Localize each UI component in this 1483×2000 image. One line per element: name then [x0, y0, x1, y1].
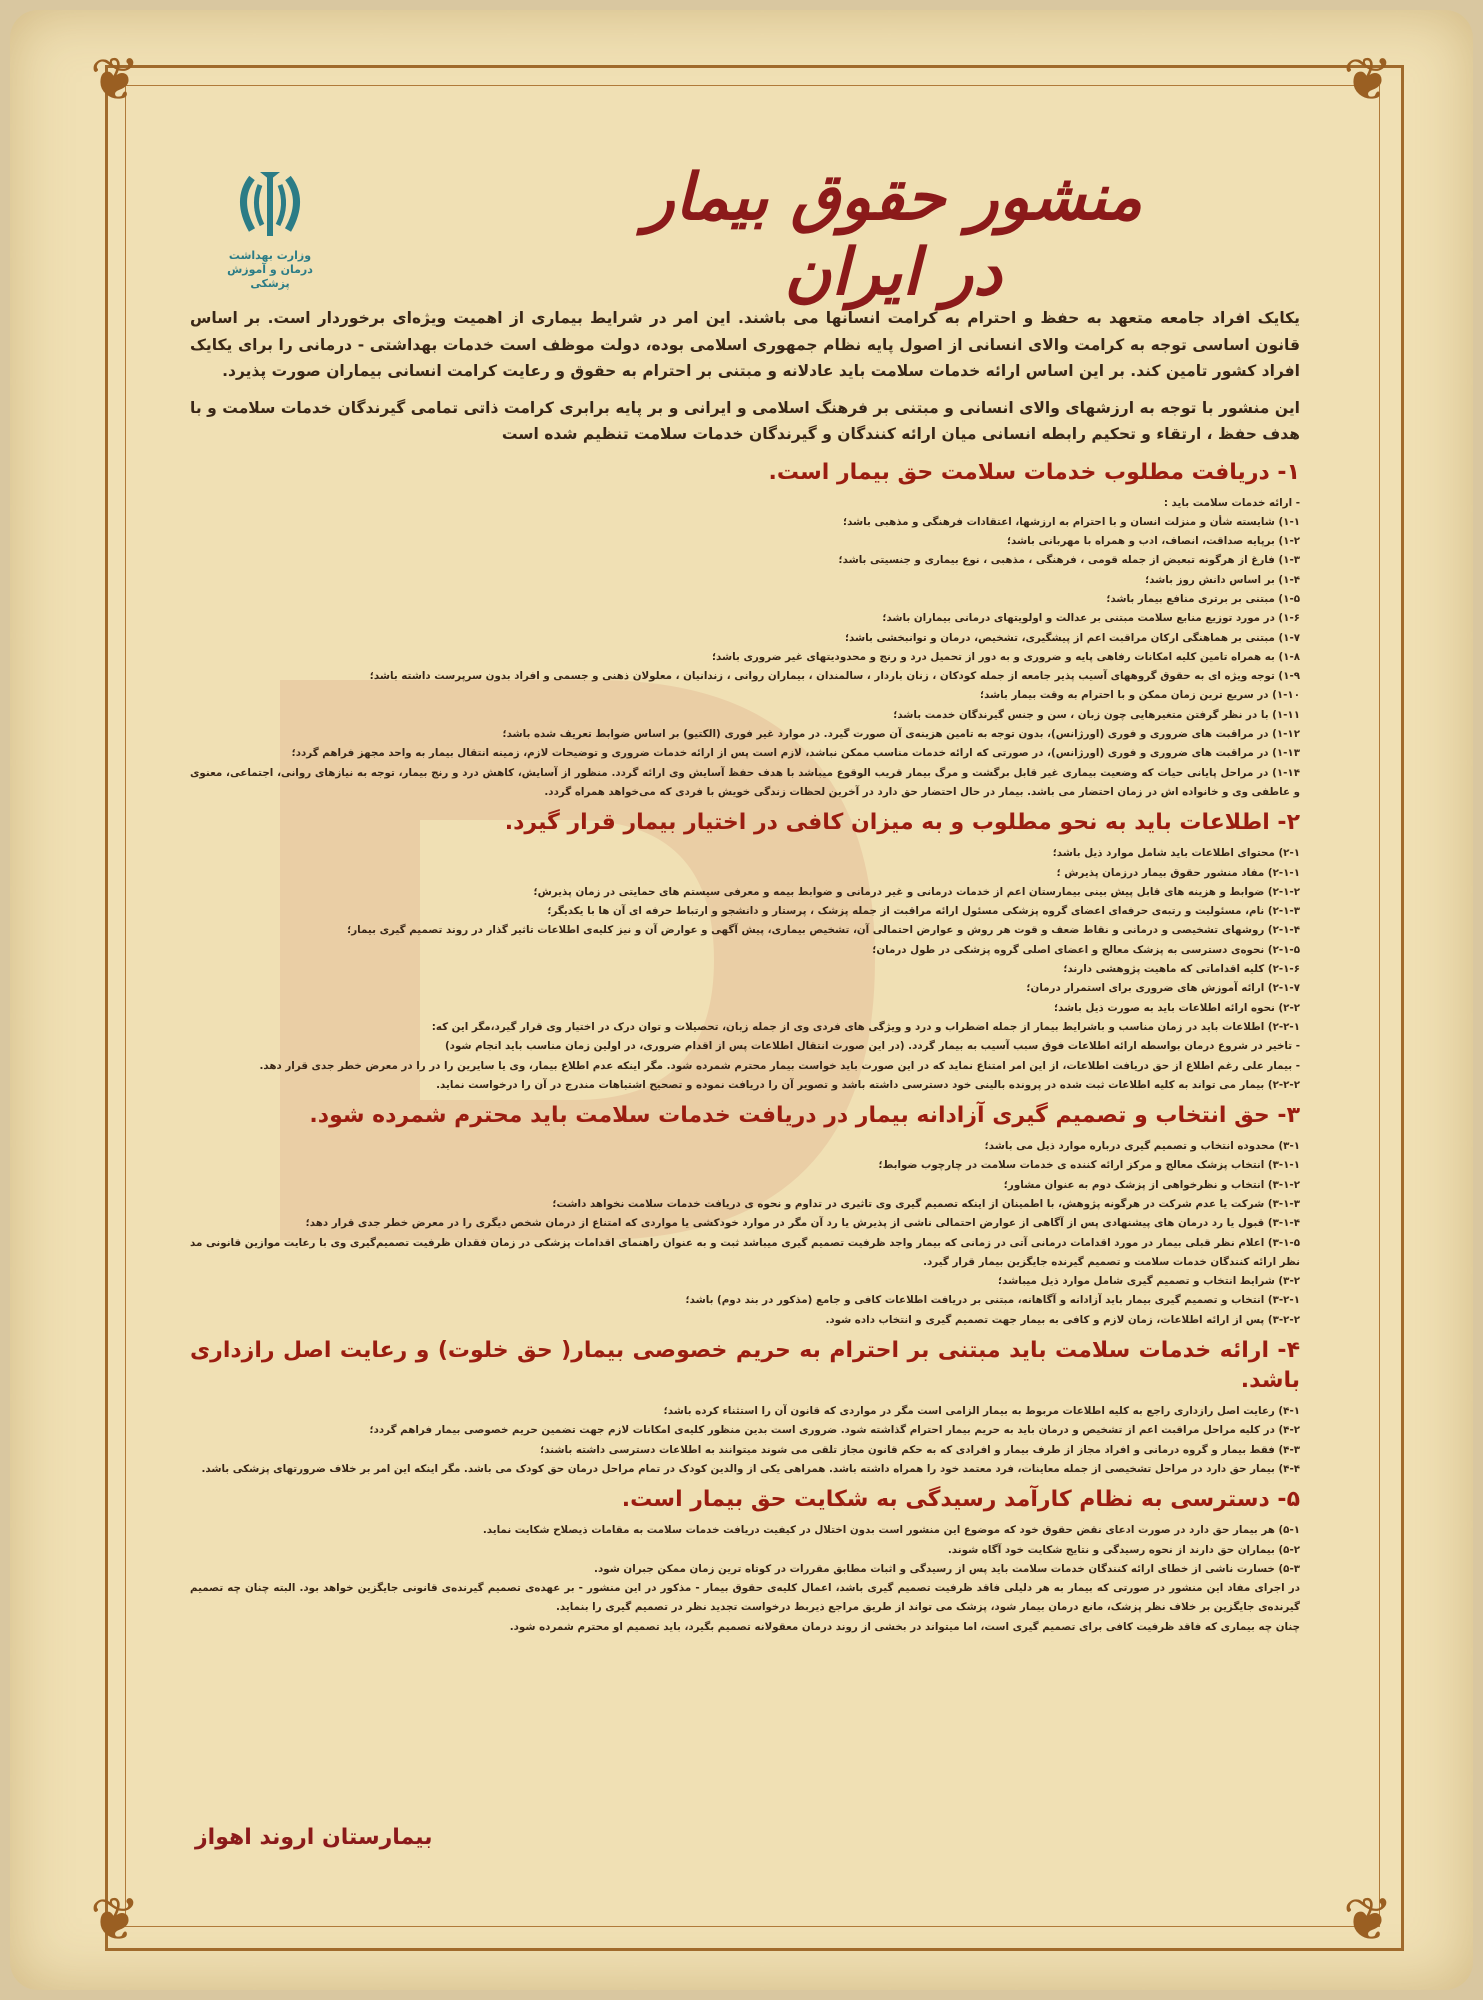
charter-sections: [190, 458, 1300, 1638]
charter-item: - تاخیر در شروع درمان بواسطه ارائه اطلاعات فوق سبب آسیب به بیمار گردد. (در این صورت انتقال اطلاعات پس از اقدام ضروری، در اولین زمان مناسب باید انجام شود): [444, 1040, 1300, 1053]
charter-content: [190, 305, 1300, 1637]
charter-item: در اجرای مفاد این منشور در صورتی که بیمار به هر دلیلی فاقد ظرفیت تصمیم گیری باشد، اعمال کلیه‌ی حقوق بیمار - مذکور در این منشور - بر عهده‌ی تصمیم گیرنده‌ی قانونی جایگزین خواهد بود. البته چنان چه تصمیم گیرنده‌ی جایگزین بر خلاف نظر پزشک، مانع درمان بیمار شود، پزشک می تواند از طریق مراجع ذیربط درخواست تجدید نظر در تصمیم گیری را بنماید.: [190, 1582, 1300, 1614]
charter-item: ۲-۱-۶) کلیه اقداماتی که ماهیت پژوهشی دارند؛: [1063, 963, 1300, 976]
charter-item: ۵-۳) خسارت ناشی از خطای ارائه کنندگان خدمات سلامت باید پس از رسیدگی و اثبات مطابق مقررات در کوتاه ترین زمان ممکن جبران شود.: [594, 1562, 1300, 1575]
charter-item: ۱-۸) به همراه تامین کلیه امکانات رفاهی پایه و ضروری و به دور از تحمیل درد و رنج و محدودیتهای غیر ضروری باشد؛: [711, 650, 1300, 663]
iran-emblem-icon: [230, 170, 310, 245]
charter-item: ۲-۲) نحوه ارائه اطلاعات باید به صورت ذیل باشد؛: [1053, 1001, 1300, 1014]
charter-item: ۳-۱-۵) اعلام نظر قبلی بیمار در مورد اقدامات درمانی آتی در زمانی که بیمار واجد ظرفیت تصمیم گیری میباشد ثبت و به عنوان راهنمای اقدامات پزشکی در زمان فقدان ظرفیت تصمیم‌گیری وی با رعایت موازین قانونی مد نظر ارائه کنندگان خدمات سلامت و تصمیم گیرنده جایگزین بیمار قرار گیرد.: [190, 1236, 1300, 1268]
section-heading: ۲- اطلاعات باید به نحو مطلوب و به میزان کافی در اختیار بیمار قرار گیرد.: [504, 810, 1300, 836]
charter-item: ۲-۱-۷) ارائه آموزش های ضروری برای استمرار درمان؛: [1026, 982, 1300, 995]
charter-item: ۴-۱) رعایت اصل رازداری راجع به کلیه اطلاعات مربوط به بیمار الزامی است مگر در مواردی که قانون آن را استثناء کرده باشد؛: [663, 1405, 1300, 1418]
charter-item: ۱-۱۱) با در نظر گرفتن متغیرهایی چون زبان ، سن و جنس گیرندگان خدمت باشد؛: [893, 708, 1300, 721]
charter-item: ۲-۱-۲) ضوابط و هزینه های قابل پیش بینی بیمارستان اعم از خدمات درمانی و غیر درمانی و ضوابط بیمه و معرفی سیستم های حمایتی در زمان پذیرش؛: [533, 885, 1300, 898]
charter-item: ۳-۲-۱) انتخاب و تصمیم گیری بیمار باید آزادانه و آگاهانه، مبتنی بر دریافت اطلاعات کافی و جامع (مذکور در بند دوم) باشد؛: [685, 1294, 1300, 1307]
section-heading: ۴- ارائه خدمات سلامت باید مبتنی بر احترام به حریم خصوصی بیمار( حق خلوت) و رعایت اصل رازداری باشد.: [190, 1338, 1300, 1394]
section-heading: ۳- حق انتخاب و تصمیم گیری آزادانه بیمار در دریافت خدمات سلامت باید محترم شمرده شود.: [309, 1103, 1300, 1129]
intro-paragraph: یکایک افراد جامعه متعهد به حفظ و احترام به کرامت انسانها می باشند. این امر در شرایط بیماری از اهمیت ویژه‌ای برخوردار است. بر اساس قانون اساسی توجه به کرامت والای انسانی از اصول پایه نظام جمهوری اسلامی بوده، دولت موظف است خدمات بهداشتی - درمانی را برای یکایک افراد کشور تامین کند. بر این اساس ارائه خدمات سلامت باید عادلانه و مبتنی بر احترام به حقوق و رعایت کرامت انسانی بیماران صورت پذیرد.: [190, 309, 1300, 380]
charter-item: ۱-۵) مبتنی بر برتری منافع بیمار باشد؛: [1106, 592, 1300, 605]
charter-item: ۲-۱) محتوای اطلاعات باید شامل موارد ذیل باشد؛: [1052, 847, 1300, 860]
charter-item: ۴-۳) فقط بیمار و گروه درمانی و افراد مجاز از طرف بیمار و افرادی که به حکم قانون مجاز تلقی می شوند میتوانند به اطلاعات دسترسی داشته باشند؛: [540, 1443, 1300, 1456]
section-heading: ۱- دریافت مطلوب خدمات سلامت حق بیمار است.: [768, 459, 1300, 485]
charter-item: ۳-۱-۲) انتخاب و نظرخواهی از پزشک دوم به عنوان مشاور؛: [1003, 1178, 1300, 1191]
charter-item: ۱-۱۳) در مراقبت های ضروری و فوری (اورژانس)، در صورتی که ارائه خدمات مناسب ممکن نباشد، لازم است پس از ارائه خدمات ضروری و توضیحات لازم، زمینه انتقال بیمار به واحد مجهز فراهم گردد؛: [291, 747, 1300, 760]
charter-item: چنان چه بیماری که فاقد ظرفیت کافی برای تصمیم گیری است، اما میتواند در بخشی از روند درمان معقولانه تصمیم بگیرد، باید تصمیم او محترم شمرده شود.: [509, 1620, 1300, 1633]
ornament-top-left-icon: ❦: [89, 45, 141, 115]
charter-item: ۱-۷) مبتنی بر هماهنگی ارکان مراقبت اعم از پیشگیری، تشخیص، درمان و توانبخشی باشد؛: [844, 631, 1300, 644]
page-title: منشور حقوق بیمار در ایران: [643, 160, 1143, 310]
charter-item: ۱-۶) در مورد توزیع منابع سلامت مبتنی بر عدالت و اولویتهای درمانی بیماران باشد؛: [882, 612, 1300, 625]
section-heading: ۵- دسترسی به نظام کارآمد رسیدگی به شکایت حق بیمار است.: [621, 1487, 1300, 1513]
hospital-name: بیمارستان اروند اهواز: [195, 1825, 433, 1850]
intro-paragraph: این منشور با توجه به ارزشهای والای انسانی و مبتنی بر فرهنگ اسلامی و ایرانی و بر پایه برابری کرامت ذاتی تمامی گیرندگان خدمات سلامت و با هدف حفظ ، ارتقاء و تحکیم رابطه انسانی میان ارائه کنندگان و گیرندگان خدمات سلامت تنظیم شده است: [190, 398, 1300, 443]
charter-item: ۱-۱۰) در سریع ترین زمان ممکن و با احترام به وقت بیمار باشد؛: [979, 689, 1300, 702]
ornament-bottom-right-icon: ❦: [1342, 1885, 1394, 1955]
charter-item: ۱-۳) فارغ از هرگونه تبعیض از جمله قومی ، فرهنگی ، مذهبی ، نوع بیماری و جنسیتی باشد؛: [838, 554, 1300, 567]
charter-item: ۳-۲-۲) پس از ارائه اطلاعات، زمان لازم و کافی به بیمار جهت تصمیم گیری و انتخاب داده شود.: [825, 1313, 1300, 1326]
charter-item: ۲-۱-۴) روشهای تشخیصی و درمانی و نقاط ضعف و قوت هر روش و عوارض احتمالی آن، تشخیص بیماری، پیش آگهی و عوارض آن و نیز کلیه‌ی اطلاعات تاثیر گذار در روند تصمیم گیری بیمار؛: [347, 924, 1300, 937]
charter-item: ۵-۲) بیماران حق دارند از نحوه رسیدگی و نتایج شکایت خود آگاه شوند.: [947, 1543, 1300, 1556]
charter-item: ۴-۲) در کلیه مراحل مراقبت اعم از تشخیص و درمان باید به حریم بیمار احترام گذاشته شود. ضروری است بدین منظور کلیه‌ی امکانات لازم جهت تضمین حریم خصوصی بیمار فراهم گردد؛: [369, 1424, 1300, 1437]
charter-item: ۱-۹) توجه ویژه ای به حقوق گروههای آسیب پذیر جامعه از جمله کودکان ، زنان باردار ، سالمندان ، بیماران روانی ، زندانیان ، معلولان ذهنی و جسمی و افراد بدون سرپرست داشته باشد؛: [369, 670, 1300, 683]
charter-item: ۳-۱) محدوده انتخاب و تصمیم گیری درباره موارد ذیل می باشد؛: [984, 1140, 1300, 1153]
charter-item: ۲-۲-۲) بیمار می تواند به کلیه اطلاعات ثبت شده در پرونده بالینی خود دسترسی داشته باشد و تصویر آن را دریافت نموده و تصحیح اشتباهات مندرج در آن را درخواست نماید.: [436, 1078, 1300, 1091]
charter-item: ۳-۱-۱) انتخاب پزشک معالج و مرکز ارائه کننده ی خدمات سلامت در چارچوب ضوابط؛: [878, 1159, 1300, 1172]
charter-item: ۲-۲-۱) اطلاعات باید در زمان مناسب و باشرایط بیمار از جمله اضطراب و درد و ویژگی های فردی وی از جمله زبان، تحصیلات و توان درک در اختیار وی قرار گیرد،مگر این که:: [431, 1020, 1300, 1033]
ministry-name: وزارت بهداشت: [228, 249, 312, 262]
charter-item: ۱-۲) برپایه صداقت، انصاف، ادب و همراه با مهربانی باشد؛: [1006, 535, 1300, 548]
charter-item: ۳-۲) شرایط انتخاب و تصمیم گیری شامل موارد ذیل میباشد؛: [998, 1275, 1300, 1288]
ministry-subtitle: درمان و آموزش پزشکی: [227, 263, 313, 290]
charter-item: - بیمار علی رغم اطلاع از حق دریافت اطلاعات، از این امر امتناع نماید که در این صورت باید خواست بیمار محترم شمرده شود. مگر اینکه عدم اطلاع بیمار، وی یا سایرین را در را در معرض خطر جدی قرار دهد.: [259, 1059, 1300, 1072]
ministry-logo: [215, 170, 325, 291]
charter-item: ۲-۱-۳) نام، مسئولیت و رتبه‌ی حرفه‌ای اعضای گروه پزشکی مسئول ارائه مراقبت از جمله پزشک ، پرستار و دانشجو و ارتباط حرفه ای آن ها با یکدیگر؛: [547, 905, 1300, 918]
ornament-bottom-left-icon: ❦: [89, 1885, 141, 1955]
charter-item: ۱-۱۲) در مراقبت های ضروری و فوری (اورژانس)، بدون توجه به تامین هزینه‌ی آن صورت گیرد. در موارد غیر فوری (الکتیو) بر اساس ضوابط تعریف شده باشد؛: [502, 728, 1300, 741]
charter-item: ۲-۱-۵) نحوه‌ی دسترسی به پزشک معالج و اعضای اصلی گروه پزشکی در طول درمان؛: [872, 943, 1300, 956]
charter-item: - ارائه خدمات سلامت باید :: [1163, 496, 1300, 509]
charter-item: ۲-۱-۱) مفاد منشور حقوق بیمار درزمان پذیرش ؛: [1056, 866, 1300, 879]
charter-item: ۱-۴) بر اساس دانش روز باشد؛: [1145, 573, 1300, 586]
charter-page: [10, 10, 1473, 1990]
charter-item: ۱-۱۴) در مراحل پایانی حیات که وضعیت بیماری غیر قابل برگشت و مرگ بیمار قریب الوقوع میباشد با هدف حفظ آسایش وی ارائه گردد. منظور از آسایش، کاهش درد و رنج بیمار، توجه به نیازهای روانی، اجتماعی، معنوی و عاطفی وی و خانواده اش در زمان احتضار می باشد. بیمار در حال احتضار حق دارد در آخرین لحظات زندگی خویش با فردی که می‌خواهد همراه گردد.: [190, 766, 1300, 798]
ornament-top-right-icon: ❦: [1342, 45, 1394, 115]
charter-item: ۴-۴) بیمار حق دارد در مراحل تشخیصی از جمله معاینات، فرد معتمد خود را همراه داشته باشد. همراهی یکی از والدین کودک در تمام مراحل درمان حق کودک می باشد. مگر اینکه این امر بر خلاف ضرورتهای پزشکی باشد.: [201, 1462, 1300, 1475]
charter-item: ۱-۱) شایسته شأن و منزلت انسان و با احترام به ارزشها، اعتقادات فرهنگی و مذهبی باشد؛: [842, 515, 1300, 528]
charter-item: ۵-۱) هر بیمار حق دارد در صورت ادعای نقض حقوق خود که موضوع این منشور است بدون اختلال در کیفیت دریافت خدمات سلامت به مقامات ذیصلاح شکایت نماید.: [482, 1524, 1300, 1537]
charter-item: ۳-۱-۳) شرکت یا عدم شرکت در هرگونه پژوهش، با اطمینان از اینکه تصمیم گیری وی تاثیری در تداوم و نحوه ی دریافت خدمات سلامت نخواهد داشت؛: [552, 1198, 1300, 1210]
charter-item: ۳-۱-۴) قبول یا رد درمان های پیشنهادی پس از آگاهی از عوارض احتمالی ناشی از پذیرش یا رد آن مگر در موارد خودکشی یا مواردی که امتناع از درمان شخص دیگری را در معرض خطر جدی قرار دهد؛: [305, 1217, 1300, 1230]
